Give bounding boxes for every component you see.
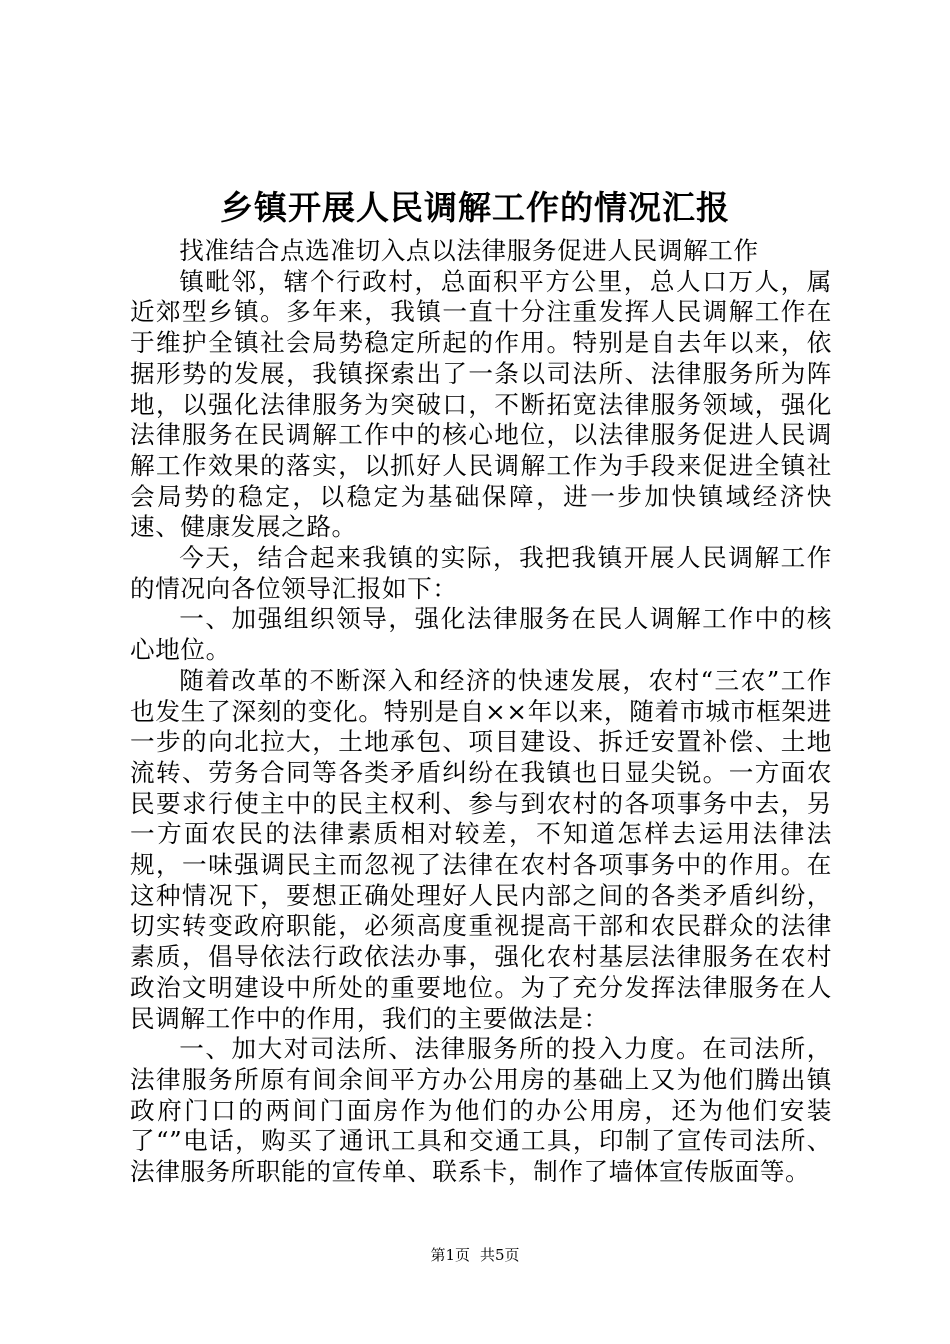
section-heading-1: 一、加强组织领导，强化法律服务在民人调解工作中的核心地位。 bbox=[130, 604, 832, 665]
paragraph-report-lead: 今天，结合起来我镇的实际，我把我镇开展人民调解工作的情况向各位领导汇报如下： bbox=[130, 543, 832, 603]
page-number-current: 第1页 bbox=[430, 1246, 470, 1264]
paragraph-background: 随着改革的不断深入和经济的快速发展，农村“三农”工作也发生了深刻的变化。特别是自××年以来，随着市城市框架进一步的向北拉大，土地承包、项目建设、拆迁安置补偿、土地流转、劳务合同等各类矛盾纠纷在我镇也日显尖锐。一方面农民要求行使主中的民主权利、参与到农村的各项事务中去，另一方面农民的法律素质相对较差，不知道怎样去运用法律法规，一味强调民主而忽视了法律在农村各项事务中的作用。在这种情况下，要想正确处理好人民内部之间的各类矛盾纠纷，切实转变政府职能，必须高度重视提高干部和农民群众的法律素质，倡导依法行政依法办事，强化农村基层法律服务在农村政治文明建设中所处的重要地位。为了充分发挥法律服务在人民调解工作中的作用，我们的主要做法是： bbox=[130, 665, 832, 1033]
paragraph-intro: 镇毗邻，辖个行政村，总面积平方公里，总人口万人，属近郊型乡镇。多年来，我镇一直十分注重发挥人民调解工作在于维护全镇社会局势稳定所起的作用。特别是自去年以来，依据形势的发展，我镇探索出了一条以司法所、法律服务所为阵地，以强化法律服务为突破口，不断拓宽法律服务领域，强化法律服务在民调解工作中的核心地位，以法律服务促进人民调解工作效果的落实，以抓好人民调解工作为手段来促进全镇社会局势的稳定，以稳定为基础保障，进一步加快镇域经济快速、健康发展之路。 bbox=[130, 266, 832, 542]
document-body bbox=[130, 236, 832, 1188]
document-title: 乡镇开展人民调解工作的情况汇报 bbox=[220, 188, 730, 227]
page-number-total: 共5页 bbox=[480, 1246, 520, 1264]
page-footer bbox=[0, 1245, 950, 1265]
document-subtitle: 找准结合点选准切入点以法律服务促进人民调解工作 bbox=[179, 236, 759, 265]
paragraph-measure-1: 一、加大对司法所、法律服务所的投入力度。在司法所，法律服务所原有间余间平方办公用房的基础上又为他们腾出镇政府门口的两间门面房作为他们的办公用房，还为他们安装了“”电话，购买了通讯工具和交通工具，印制了宣传司法所、法律服务所职能的宣传单、联系卡，制作了墙体宣传版面等。 bbox=[130, 1034, 832, 1187]
